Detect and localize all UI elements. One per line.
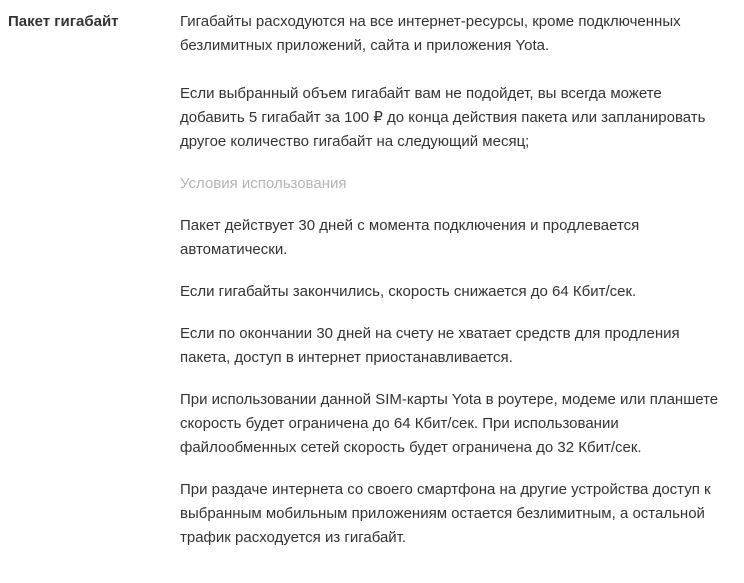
section-title: Пакет гигабайт	[8, 13, 119, 30]
label-column	[8, 10, 180, 34]
terms-of-use-subheading: Условия использования	[180, 175, 347, 192]
term-speed-reduction: Если гигабайты закончились, скорость снижается до 64 Кбит/сек.	[180, 283, 637, 300]
term-insufficient-funds: Если по окончании 30 дней на счету не хватает средств для продления пакета, доступ в интернет приостанавливается.	[180, 325, 680, 366]
content-column	[180, 10, 728, 568]
paragraph-add-gigabytes: Если выбранный объем гигабайт вам не подойдет, вы всегда можете добавить 5 гигабайт за 100 ₽ до конца действия пакета или запланировать другое количество гигабайт на следующий месяц;	[180, 85, 706, 150]
paragraph-gigabytes-usage: Гигабайты расходуются на все интернет-ресурсы, кроме подключенных безлимитных приложений, сайта и приложения Yota.	[180, 13, 681, 54]
term-tethering: При раздаче интернета со своего смартфона на другие устройства доступ к выбранным мобильным приложениям остается безлимитным, а остальной трафик расходуется из гигабайт.	[180, 481, 711, 546]
term-sim-usage-limits: При использовании данной SIM-карты Yota в роутере, модеме или планшете скорость будет ограничена до 64 Кбит/сек. При использовании файлообменных сетей скорость будет ограничена до 32 Кбит/сек.	[180, 391, 719, 456]
term-auto-renewal: Пакет действует 30 дней с момента подключения и продлевается автоматически.	[180, 217, 640, 258]
